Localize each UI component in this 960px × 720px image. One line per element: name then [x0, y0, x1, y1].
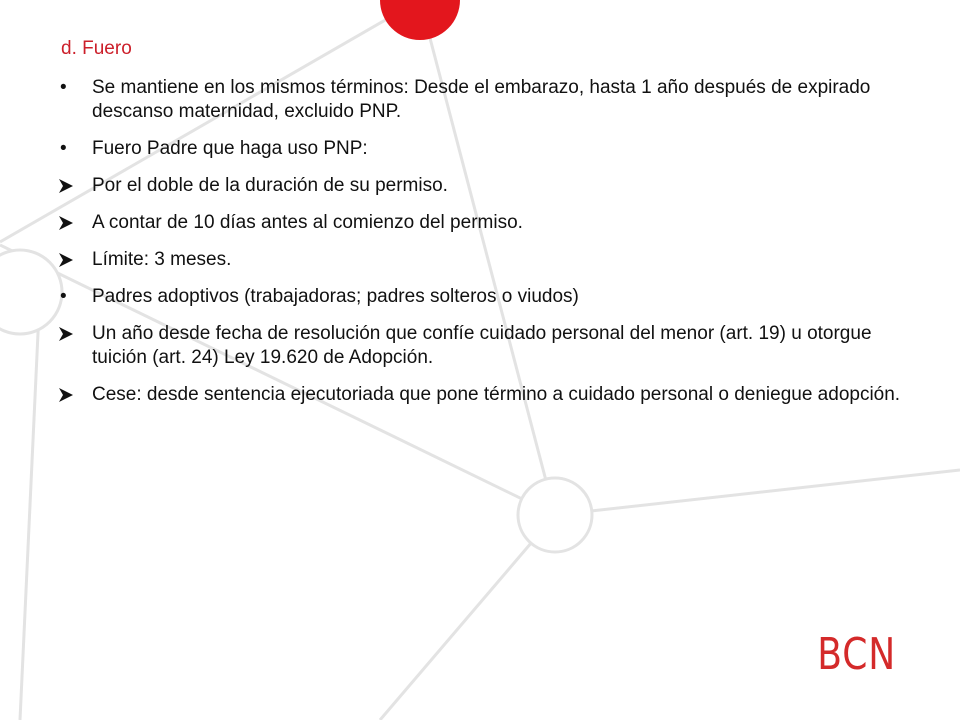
arrow-bullet-icon: [58, 178, 88, 194]
network-line: [20, 290, 40, 720]
list-item-text: Límite: 3 meses.: [92, 249, 232, 270]
list-item: [56, 137, 916, 161]
slide-content: [56, 38, 916, 420]
list-item-text: A contar de 10 días antes al comienzo del permiso.: [92, 212, 523, 233]
arrow-bullet-icon: [58, 326, 88, 342]
list-item-text: Por el doble de la duración de su permiso.: [92, 175, 448, 196]
list-item: [56, 285, 916, 309]
list-item: [56, 76, 916, 124]
list-item: [56, 383, 916, 407]
bcn-logo: BCN: [817, 629, 896, 680]
list-item-text: Padres adoptivos (trabajadoras; padres solteros o viudos): [92, 286, 579, 307]
arrow-bullet-icon: [58, 215, 88, 231]
network-node-left: [0, 250, 62, 334]
network-line: [380, 515, 555, 720]
network-node-center: [518, 478, 592, 552]
list-item: [56, 248, 916, 272]
arrow-bullet-icon: [58, 252, 88, 268]
network-line: [555, 470, 960, 515]
bullet-dot: •: [60, 77, 67, 98]
bullet-dot: •: [60, 286, 67, 307]
list-item-text: Se mantiene en los mismos términos: Desde el embarazo, hasta 1 año después de expirado descanso maternidad, excluido PNP.: [92, 77, 871, 122]
bullet-dot: •: [60, 138, 67, 159]
network-node-red: [380, 0, 460, 40]
list-item: [56, 174, 916, 198]
list-item-text: Un año desde fecha de resolución que confíe cuidado personal del menor (art. 19) u otorgue tuición (art. 24) Ley 19.620 de Adopción.: [92, 323, 872, 368]
list-item: [56, 322, 916, 370]
list-item: [56, 211, 916, 235]
list-item-text: Cese: desde sentencia ejecutoriada que pone término a cuidado personal o deniegue adopción.: [92, 384, 901, 405]
arrow-bullet-icon: [58, 387, 88, 403]
list-item-text: Fuero Padre que haga uso PNP:: [92, 138, 368, 159]
slide-heading: d. Fuero: [61, 38, 132, 59]
